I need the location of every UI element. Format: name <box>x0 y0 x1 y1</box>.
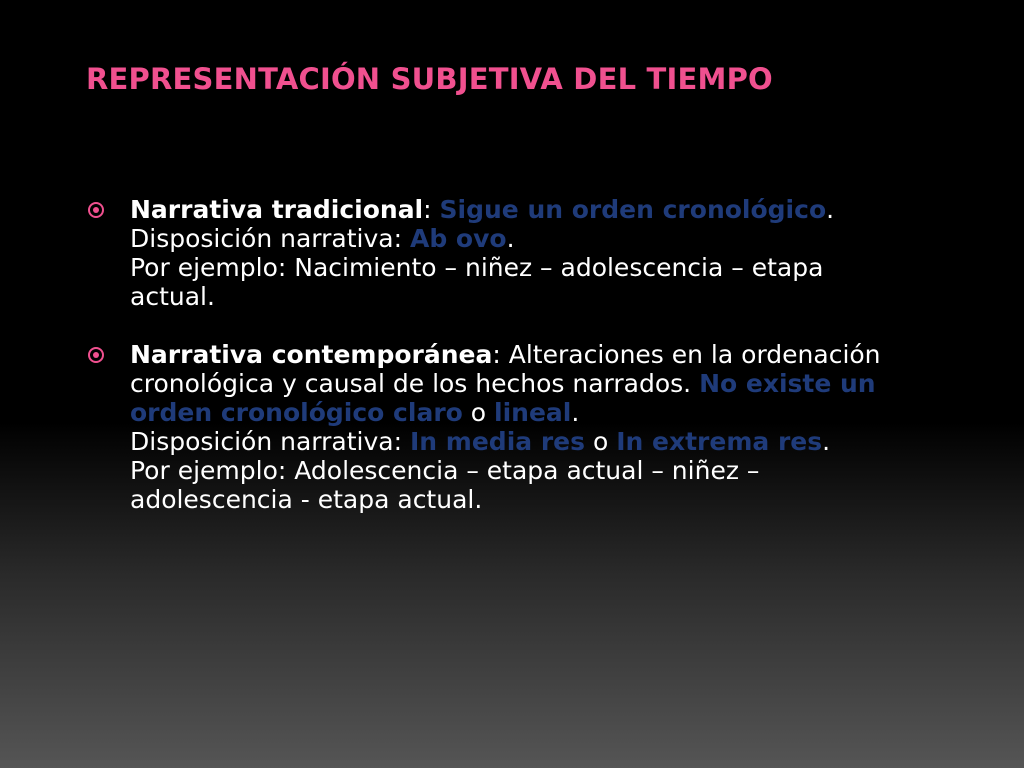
highlight-text: lineal <box>494 398 572 427</box>
bullet-line <box>130 224 966 253</box>
punctuation: . <box>506 224 515 253</box>
punctuation: . <box>826 195 835 224</box>
definition-text: cronológica y causal de los hechos narrados. <box>130 369 692 398</box>
bullet-list <box>86 195 966 514</box>
highlight-text: Sigue un orden cronológico <box>439 195 827 224</box>
punctuation: . <box>571 398 580 427</box>
term-colon: : <box>423 195 432 224</box>
definition-text: Alteraciones en la ordenación <box>508 340 881 369</box>
bullet-line <box>130 398 966 427</box>
circled-dot-icon <box>88 202 104 218</box>
disposition-label: Disposición narrativa: <box>130 427 403 456</box>
disposition-value: In media res <box>409 427 585 456</box>
highlight-text: orden cronológico claro <box>130 398 463 427</box>
example-line: actual. <box>130 282 215 311</box>
bullet-line <box>130 195 966 224</box>
punctuation: . <box>822 427 831 456</box>
example-line: adolescencia - etapa actual. <box>130 485 483 514</box>
slide-title: REPRESENTACIÓN SUBJETIVA DEL TIEMPO <box>86 62 773 96</box>
term-colon: : <box>492 340 501 369</box>
circled-dot-icon <box>88 347 104 363</box>
bullet-line <box>130 427 966 456</box>
term: Narrativa tradicional <box>130 195 424 224</box>
disposition-value: Ab ovo <box>409 224 507 253</box>
bullet-line <box>130 369 966 398</box>
example-line: Por ejemplo: Adolescencia – etapa actual – niñez – <box>130 456 760 485</box>
example-line: Por ejemplo: Nacimiento – niñez – adolescencia – etapa <box>130 253 824 282</box>
bullet-narrativa-contemporanea <box>86 340 966 514</box>
disposition-value: In extrema res <box>616 427 823 456</box>
disposition-label: Disposición narrativa: <box>130 224 403 253</box>
highlight-text: No existe un <box>699 369 876 398</box>
term: Narrativa contemporánea <box>130 340 493 369</box>
bullet-narrativa-tradicional <box>86 195 966 311</box>
conjunction: o <box>470 398 487 427</box>
conjunction: o <box>592 427 609 456</box>
bullet-line <box>130 340 966 369</box>
